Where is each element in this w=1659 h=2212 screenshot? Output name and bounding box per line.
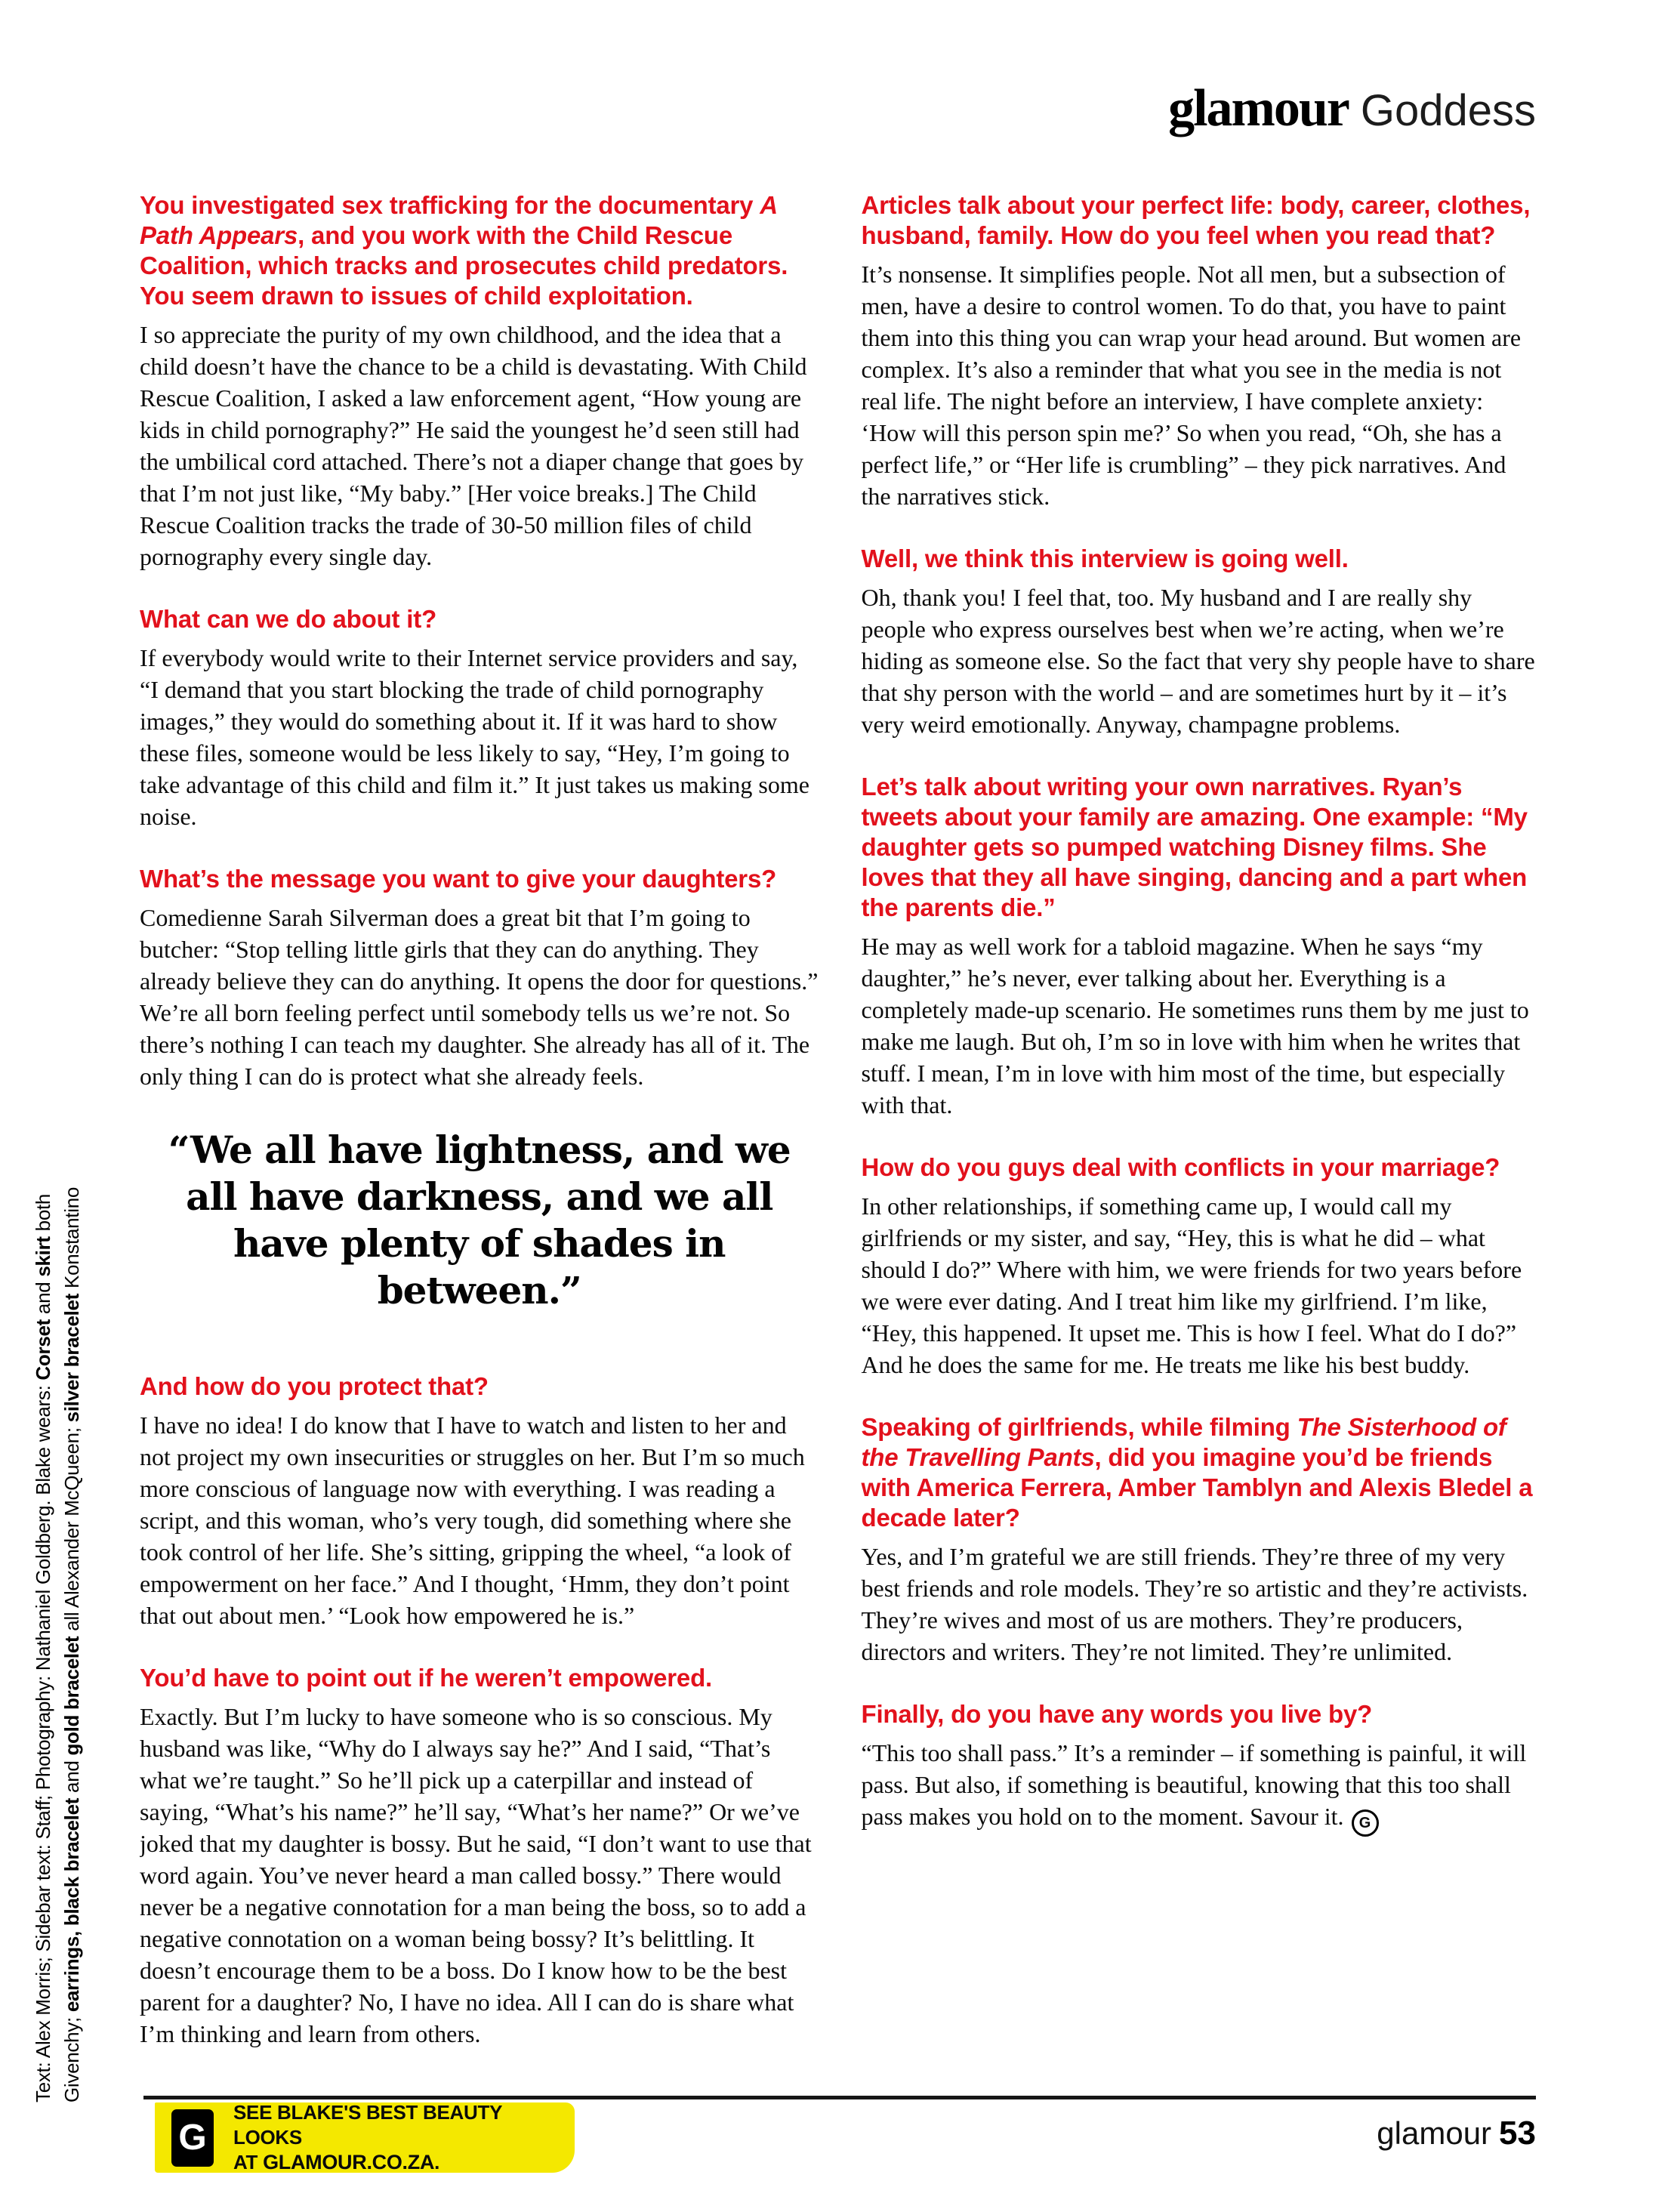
interview-qa-block — [862, 1412, 1541, 1667]
interview-question — [862, 190, 1541, 251]
interview-answer: In other relationships, if something came up, I would call my girlfriends or my sister, and say, “Hey, this is what he did – what should I do?” Where with him, we were friends for two years before we were ever dating. And I treat him like my girlfriend. I’m like, “Hey, this happened. It upset me. This is how I feel. What do I do?” And he does the same for me. He treats me like his best buddy. — [861, 1192, 1522, 1378]
interview-question — [140, 864, 819, 894]
glamour-g-logo: G — [171, 2109, 214, 2167]
interview-qa-block — [140, 1663, 819, 2050]
text-run: , and you work with the Child Rescue Coalition, which tracks and prosecutes child predators. You seem drawn to issues of child exploitation. — [140, 221, 788, 310]
text-run: gold bracelet — [60, 1636, 83, 1756]
banner-line2-prefix: AT — [233, 2151, 264, 2173]
interview-qa-block — [862, 544, 1541, 740]
footer-brand: glamour — [1377, 2115, 1492, 2151]
footer-divider — [143, 2096, 1536, 2099]
interview-question — [862, 1412, 1541, 1533]
interview-answer: He may as well work for a tabloid magazine. When he says “my daughter,” he’s never, ever talking about her. Everything is a completely made-up scenario. He sometimes runs them by me just to make me laugh. But oh, I’m so in love with him when he writes that stuff. I mean, I’m in love with him most of the time, but especially with that. — [861, 933, 1529, 1118]
banner-line1: SEE BLAKE'S BEST BEAUTY LOOKS — [233, 2101, 502, 2149]
text-run: The Sisterhood of the Travelling Pants — [861, 1413, 1506, 1471]
banner-line2-suffix: . — [434, 2151, 440, 2173]
interview-question — [140, 604, 819, 634]
interview-qa-block — [862, 1152, 1541, 1381]
interview-answer: I have no idea! I do know that I have to watch and listen to her and not project my own insecurities or struggles on her. But I’m so much more conscious of language now with everything. I was reading a script, and this woman, who’s very tough, did something where she took control of her life. She’s sitting, gripping the wheel, “a look of empowerment on her face.” And I thought, ‘Hmm, they don’t point that out about men.’ “Look how empowered he is.” — [140, 1411, 805, 1629]
page-number: 53 — [1499, 2115, 1536, 2152]
interview-qa-block — [862, 772, 1541, 1121]
interview-answer: Oh, thank you! I feel that, too. My husband and I are really shy people who express ourselves best when we’re acting, when we’re hiding as someone else. So the fact that very shy people have to share that shy person with the world – and are sometimes hurt by it – it’s very weird emotionally. Anyway, champagne problems. — [861, 584, 1535, 738]
text-run: You investigated sex trafficking for the documentary — [140, 191, 760, 219]
interview-question — [140, 190, 819, 311]
interview-question — [140, 1663, 819, 1693]
interview-question — [140, 1371, 819, 1402]
interview-article — [140, 190, 1540, 2093]
interview-answer: Yes, and I’m grateful we are still friends. They’re three of my very best friends and role models. They’re so artistic and they’re activists. They’re wives and most of us are mothers. They’re producers, directors and writers. They’re not limited. They’re unlimited. — [861, 1543, 1528, 1665]
interview-question — [862, 544, 1541, 574]
article-end-mark-icon: G — [1352, 1809, 1379, 1837]
banner-text — [233, 2100, 575, 2175]
interview-answer: I so appreciate the purity of my own childhood, and the idea that a child doesn’t have the chance to be a child is devastating. With Child Rescue Coalition, I asked a law enforcement agent, “How young are kids in child pornography?” He said the youngest he’d seen still had the umbilical cord attached. There’s not a diaper change that goes by that I’m not just like, “My baby.” [Her voice breaks.] The Child Rescue Coalition tracks the trade of 30-50 million files of child pornography every single day. — [140, 321, 807, 570]
interview-answer: Exactly. But I’m lucky to have someone who is so conscious. My husband was like, “Why do I always say he?” And I said, “That’s what we’re taught.” So he’ll pick up a caterpillar and instead of saying, “What’s his name?” he’ll say, “What’s her name?” Or we’ve joked that my daughter is bossy. But he said, “I don’t want to use that word again. You’ve never heard a man called bossy.” There would never be a negative connotation for a man being the boss, so to add a negative connotation on a woman being bossy? It’s belittling. It doesn’t encourage them to be a boss. Do I know how to be the best parent for a daughter? No, I have no idea. All I can do is share what I’m thinking and learn from others. — [140, 1703, 812, 2047]
magazine-logo: glamour — [1168, 79, 1349, 137]
page-header — [1168, 79, 1536, 139]
interview-question — [862, 1152, 1541, 1183]
text-run: What can we do about it? — [140, 605, 437, 633]
text-run: both — [32, 1193, 54, 1237]
banner-site-url: GLAMOUR.CO.ZA — [263, 2151, 435, 2173]
interview-qa-block — [140, 1371, 819, 1631]
interview-qa-block — [862, 1699, 1541, 1837]
text-run: What’s the message you want to give your daughters? — [140, 865, 777, 893]
interview-answer: Comedienne Sarah Silverman does a great bit that I’m going to butcher: “Stop telling little girls that they can do anything. They already believe they can do anything. It opens the door for questions.” We’re all born feeling perfect until somebody tells us we’re not. So there’s nothing I can teach my daughter. She already has all of it. The only thing I can do is protect what she already feels. — [140, 904, 819, 1090]
text-run: Givenchy; — [60, 2012, 83, 2102]
text-run: How do you guys deal with conflicts in your marriage? — [861, 1153, 1500, 1181]
text-run: And how do you protect that? — [140, 1372, 489, 1400]
interview-question — [862, 772, 1541, 923]
page-footer — [1377, 2115, 1536, 2152]
text-run: A Path Appears — [140, 191, 777, 249]
text-run: silver bracelet — [60, 1293, 83, 1423]
banner-line2 — [233, 2150, 575, 2175]
text-run: Corset — [32, 1319, 54, 1381]
interview-qa-block — [140, 864, 819, 1092]
promo-banner — [155, 2102, 575, 2173]
text-run: and — [32, 1276, 54, 1319]
text-run: Let’s talk about writing your own narratives. Ryan’s tweets about your family are amazing. One example: “My daughter gets so pumped watching Disney films. She loves that they all have singing, dancing and a part when the parents die.” — [861, 773, 1528, 921]
interview-answer: “This too shall pass.” It’s a reminder – if something is painful, it will pass. But also, if something is beautiful, knowing that this too shall pass makes you hold on to the moment. Savour it. G — [862, 1737, 1541, 1837]
text-run: skirt — [32, 1236, 54, 1277]
text-run: Konstantino — [60, 1186, 83, 1294]
interview-question — [862, 1699, 1541, 1729]
interview-qa-block — [140, 190, 819, 572]
text-run: and — [60, 1755, 83, 1798]
pull-quote: “We all have lightness, and we all have darkness, and we all have plenty of shades in between.” — [168, 1128, 791, 1313]
interview-qa-block — [862, 190, 1541, 512]
interview-qa-block — [140, 604, 819, 832]
credits-line-2 — [60, 1098, 83, 2102]
text-run: , did you imagine you’d be friends with America Ferrera, Amber Tamblyn and Alexis Bledel a decade later? — [861, 1443, 1533, 1532]
section-title: Goddess — [1360, 86, 1536, 135]
text-run: Speaking of girlfriends, while filming — [861, 1413, 1297, 1441]
interview-answer: If everybody would write to their Internet service providers and say, “I demand that you start blocking the trade of child pornography images,” they would do something about it. If it was hard to show these files, someone would be less likely to say, “Hey, I’m going to take advantage of this child and film it.” It just takes us making some noise. — [140, 644, 809, 830]
text-run: Well, we think this interview is going well. — [861, 545, 1349, 572]
text-run: all Alexander McQueen; — [60, 1422, 83, 1637]
credits-line-1 — [32, 1098, 54, 2102]
text-run: You’d have to point out if he weren’t empowered. — [140, 1664, 713, 1692]
text-run: Finally, do you have any words you live by? — [861, 1700, 1373, 1728]
text-run: Articles talk about your perfect life: body, career, clothes, husband, family. How do you feel when you read that? — [861, 191, 1531, 249]
interview-answer: It’s nonsense. It simplifies people. Not all men, but a subsection of men, have a desire to control women. To do that, you have to paint them into this thing you can wrap your head around. But women are complex. It’s also a reminder that what you see in the media is not real life. The night before an interview, I have complete anxiety: ‘How will this person spin me?’ So when you read, “Oh, she has a perfect life,” or “Her life is crumbling” – they pick narratives. And the narratives stick. — [861, 261, 1522, 510]
text-run: earrings, black bracelet — [60, 1797, 83, 2013]
text-run: Text: Alex Morris; Sidebar text: Staff; Photography: Nathaniel Goldberg. Blake wears: — [32, 1380, 54, 2102]
